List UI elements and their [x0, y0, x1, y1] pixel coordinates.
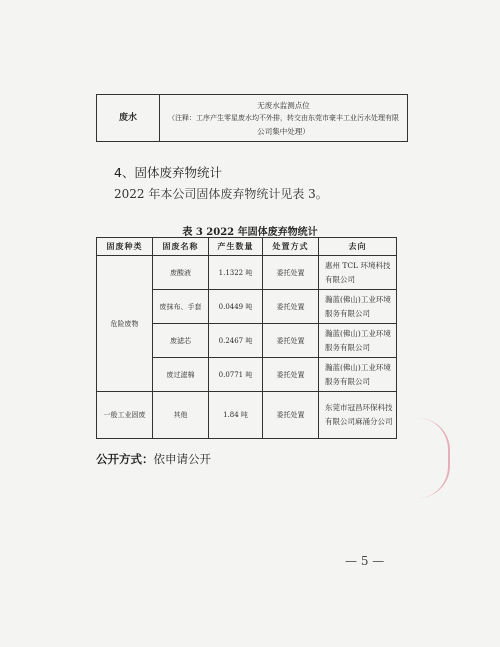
header-method: 处置方式: [263, 238, 319, 256]
table-caption: 表 3 2022 年固体废弃物统计: [182, 227, 318, 238]
amount-cell: 1.1322 吨: [209, 256, 263, 290]
destination-cell: 瀚蓝(佛山)工业环境服务有限公司: [319, 324, 397, 358]
header-category: 固废种类: [97, 238, 153, 256]
disclosure-label: 公开方式：: [96, 452, 154, 466]
waste-name-cell: 废抹布、手套: [153, 290, 209, 324]
header-amount: 产生数量: [209, 238, 263, 256]
waste-name-cell: 废酸液: [153, 256, 209, 290]
destination-cell: 瀚蓝(佛山)工业环境服务有限公司: [319, 290, 397, 324]
destination-cell: 东莞市冠昌环保科技有限公司麻涌分公司: [319, 392, 397, 439]
waste-name-cell: 其他: [153, 392, 209, 439]
header-destination: 去向: [319, 238, 397, 256]
wastewater-note-line3: 公司集中处理）: [257, 126, 310, 136]
method-cell: 委托处置: [263, 324, 319, 358]
table-row: [97, 392, 397, 439]
category-cell-hazardous: 危险废物: [97, 256, 153, 392]
disclosure-line: [96, 451, 211, 467]
amount-cell: 0.2467 吨: [209, 324, 263, 358]
method-cell: 委托处置: [263, 256, 319, 290]
red-seal-stamp: [418, 418, 450, 498]
header-name: 固废名称: [153, 238, 209, 256]
destination-cell: 惠州 TCL 环境科技有限公司: [319, 256, 397, 290]
wastewater-note-line2: （注释：工序产生零星废水均不外排，转交由东莞市豪丰工业污水处理有限: [168, 113, 399, 122]
waste-name-cell: 废滤芯: [153, 324, 209, 358]
method-cell: 委托处置: [263, 392, 319, 439]
method-cell: 委托处置: [263, 358, 319, 392]
page-number: — 5 —: [345, 554, 385, 568]
amount-cell: 0.0771 吨: [209, 358, 263, 392]
table-header-row: [97, 238, 397, 256]
amount-cell: 0.0449 吨: [209, 290, 263, 324]
waste-name-cell: 废过滤棉: [153, 358, 209, 392]
category-cell-general: 一般工业固废: [97, 392, 153, 439]
wastewater-label: 废水: [97, 95, 160, 142]
amount-cell: 1.84 吨: [209, 392, 263, 439]
wastewater-table: [96, 94, 408, 142]
wastewater-note-line1: 无废水监测点位: [257, 100, 310, 110]
table-row: [97, 256, 397, 290]
disclosure-value: 依申请公开: [153, 452, 211, 466]
method-cell: 委托处置: [263, 290, 319, 324]
section-heading: 4、固体废弃物统计: [114, 165, 222, 180]
wastewater-note: [160, 95, 408, 142]
section-intro: 2022 年本公司固体废弃物统计见表 3。: [114, 187, 328, 201]
solid-waste-table: [96, 237, 397, 439]
destination-cell: 瀚蓝(佛山)工业环境服务有限公司: [319, 358, 397, 392]
